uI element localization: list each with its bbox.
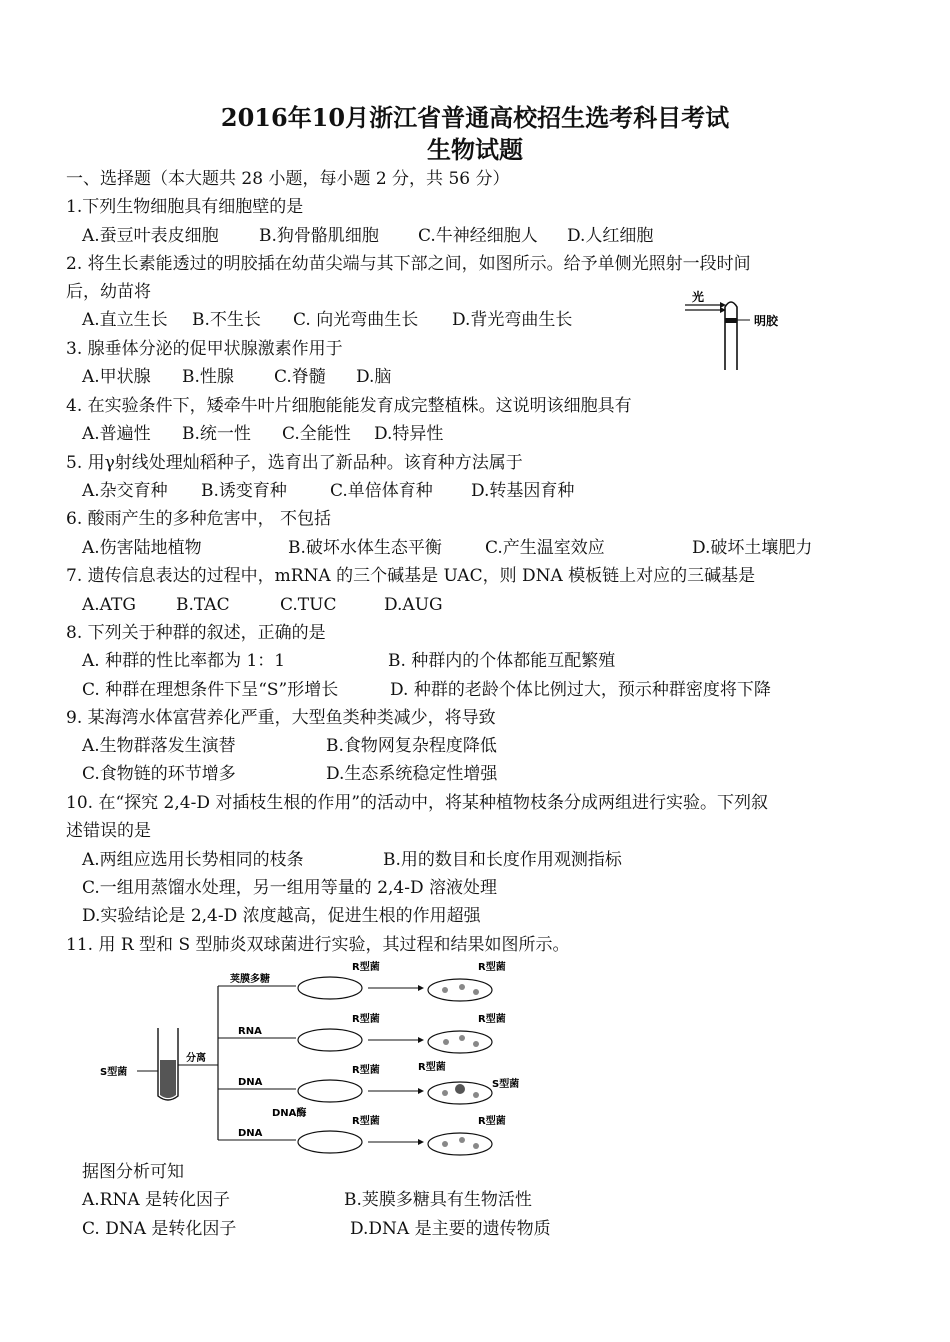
q8-option-a: A. 种群的性比率都为 1：1 <box>82 651 286 671</box>
q2-option-b: B.不生长 <box>192 310 261 330</box>
q2-stem-line2: 后，幼苗将 <box>66 282 151 302</box>
s-result-3: S型菌 <box>492 1079 520 1090</box>
r-result-2: R型菌 <box>478 1014 506 1025</box>
q2-option-d: D.背光弯曲生长 <box>452 310 573 330</box>
q1-option-a: A.蚕豆叶表皮细胞 <box>82 226 219 246</box>
exam-title: 2016年10月浙江省普通高校招生选考科目考试 <box>220 103 730 132</box>
q3-option-a: A.甲状腺 <box>82 367 151 387</box>
r-label-4: R型菌 <box>352 1116 380 1127</box>
gel-block <box>725 318 737 323</box>
q7-stem: 7. 遗传信息表达的过程中，mRNA 的三个碱基是 UAC，则 DNA 模板链上对应的三碱基是 <box>66 566 756 586</box>
q10-stem-line2: 述错误的是 <box>66 821 151 841</box>
q5-option-c: C.单倍体育种 <box>330 481 433 501</box>
q2-stem-line1: 2. 将生长素能透过的明胶插在幼苗尖端与其下部之间，如图所示。给予单侧光照射一段时间 <box>66 254 751 274</box>
transformation-experiment-figure <box>100 958 540 1158</box>
q1-option-c: C.牛神经细胞人 <box>418 226 538 246</box>
q4-option-c: C.全能性 <box>282 424 351 444</box>
q7-option-d: D.AUG <box>384 595 443 615</box>
q1-option-b: B.狗骨骼肌细胞 <box>259 226 379 246</box>
q3-option-d: D.脑 <box>356 367 392 387</box>
q6-option-b: B.破坏水体生态平衡 <box>288 538 442 558</box>
seedling-shape <box>725 302 737 370</box>
s-strain-label: S型菌 <box>100 1067 128 1078</box>
q6-stem: 6. 酸雨产生的多种危害中， 不包括 <box>66 509 332 529</box>
test-tube-sediment <box>160 1060 176 1098</box>
q8-option-c: C. 种群在理想条件下呈“S”形增长 <box>82 680 339 700</box>
q11-option-a: A.RNA 是转化因子 <box>82 1190 231 1210</box>
q11-lead: 据图分析可知 <box>82 1162 184 1182</box>
q4-option-d: D.特异性 <box>374 424 444 444</box>
q8-option-b: B. 种群内的个体都能互配繁殖 <box>388 651 616 671</box>
r-label-3: R型菌 <box>352 1065 380 1076</box>
q10-option-b: B.用的数目和长度作用观测指标 <box>383 850 622 870</box>
q10-option-d: D.实验结论是 2,4-D 浓度越高，促进生根的作用超强 <box>82 906 481 926</box>
r-result-1: R型菌 <box>478 962 506 973</box>
q10-option-a: A.两组应选用长势相同的枝条 <box>82 850 304 870</box>
q3-stem: 3. 腺垂体分泌的促甲状腺激素作用于 <box>66 339 343 359</box>
q9-option-d: D.生态系统稳定性增强 <box>326 764 498 784</box>
q1-stem: 1.下列生物细胞具有细胞壁的是 <box>66 197 304 217</box>
q8-stem: 8. 下列关于种群的叙述，正确的是 <box>66 623 326 643</box>
q9-option-a: A.生物群落发生演替 <box>82 736 236 756</box>
section-heading: 一、选择题（本大题共 28 小题，每小题 2 分，共 56 分） <box>66 169 510 189</box>
q11-option-b: B.荚膜多糖具有生物活性 <box>344 1190 532 1210</box>
q1-option-d: D.人红细胞 <box>567 226 654 246</box>
q5-stem: 5. 用γ射线处理灿稻种子，选育出了新品种。该育种方法属于 <box>66 453 523 473</box>
q6-option-c: C.产生温室效应 <box>485 538 605 558</box>
q3-option-b: B.性腺 <box>182 367 234 387</box>
q8-option-d: D. 种群的老龄个体比例过大，预示种群密度将下降 <box>390 680 771 700</box>
q9-stem: 9. 某海湾水体富营养化严重，大型鱼类种类减少，将导致 <box>66 708 496 728</box>
q5-option-a: A.杂交育种 <box>82 481 168 501</box>
q5-option-b: B.诱变育种 <box>201 481 287 501</box>
seedling-gel-figure <box>680 285 800 375</box>
q6-option-a: A.伤害陆地植物 <box>82 538 202 558</box>
gel-label: 明胶 <box>754 314 779 328</box>
separation-label: 分离 <box>186 1053 206 1064</box>
row1-label: 荚膜多糖 <box>230 974 270 985</box>
q11-option-d: D.DNA 是主要的遗传物质 <box>350 1219 551 1239</box>
r-label-2: R型菌 <box>352 1014 380 1025</box>
q10-stem-line1: 10. 在“探究 2,4-D 对插枝生根的作用”的活动中，将某种植物枝条分成两组进行实验。下列叙 <box>66 793 769 813</box>
q4-stem: 4. 在实验条件下，矮牵牛叶片细胞能能发育成完整植株。这说明该细胞具有 <box>66 396 632 416</box>
dnase-label: DNA酶 <box>272 1108 307 1119</box>
q7-option-b: B.TAC <box>176 595 230 615</box>
r-result-3: R型菌 <box>418 1062 446 1073</box>
r-label-1: R型菌 <box>352 962 380 973</box>
q4-option-a: A.普遍性 <box>82 424 151 444</box>
q11-option-c: C. DNA 是转化因子 <box>82 1219 237 1239</box>
exam-subtitle: 生物试题 <box>427 135 523 164</box>
q4-option-b: B.统一性 <box>182 424 251 444</box>
q7-option-c: C.TUC <box>280 595 337 615</box>
light-label: 光 <box>692 290 705 304</box>
q7-option-a: A.ATG <box>82 595 136 615</box>
q3-option-c: C.脊髓 <box>274 367 326 387</box>
q9-option-b: B.食物网复杂程度降低 <box>326 736 497 756</box>
q5-option-d: D.转基因育种 <box>471 481 575 501</box>
row2-label: RNA <box>238 1026 262 1037</box>
row4-label: DNA <box>238 1128 263 1139</box>
q10-option-c: C.一组用蒸馏水处理，另一组用等量的 2,4-D 溶液处理 <box>82 878 498 898</box>
q2-option-c: C. 向光弯曲生长 <box>293 310 419 330</box>
q2-option-a: A.直立生长 <box>82 310 168 330</box>
row3-label: DNA <box>238 1077 263 1088</box>
q6-option-d: D.破坏土壤肥力 <box>692 538 813 558</box>
q11-stem: 11. 用 R 型和 S 型肺炎双球菌进行实验，其过程和结果如图所示。 <box>66 935 570 955</box>
q9-option-c: C.食物链的环节增多 <box>82 764 236 784</box>
r-result-4: R型菌 <box>478 1116 506 1127</box>
